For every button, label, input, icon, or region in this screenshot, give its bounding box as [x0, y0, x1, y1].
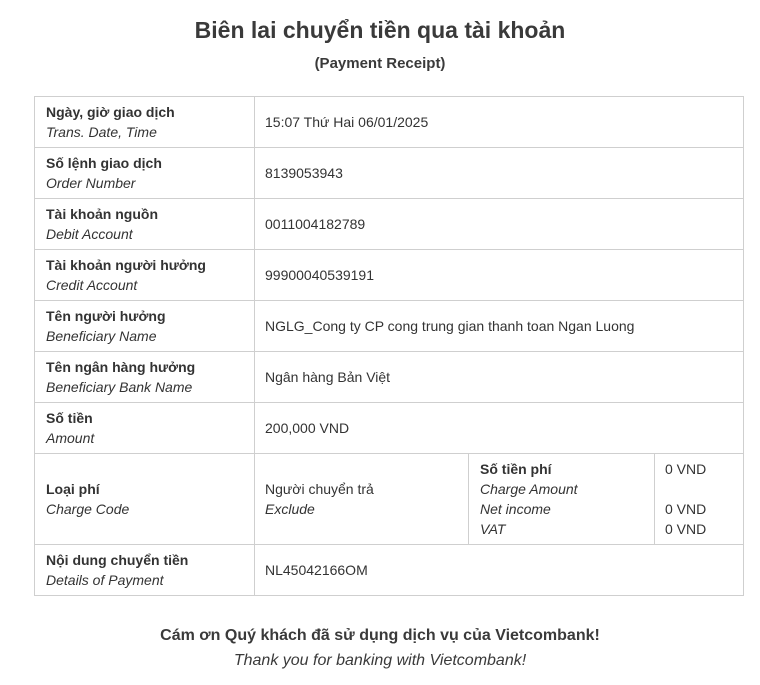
net-income-value: 0 VND	[665, 501, 707, 517]
row-value	[255, 545, 744, 596]
transaction-datetime: 15:07 Thứ Hai 06/01/2025	[265, 114, 429, 130]
receipt-title: Biên lai chuyển tiền qua tài khoản	[194, 17, 566, 43]
charge-amount-value: 0 VND	[665, 461, 707, 477]
row-label	[35, 250, 255, 301]
amount: 200,000 VND	[265, 420, 350, 436]
row-value	[255, 199, 744, 250]
row-value	[255, 352, 744, 403]
label-vi: Nội dung chuyển tiền	[46, 552, 189, 568]
row-label	[35, 352, 255, 403]
table-row	[35, 301, 744, 352]
credit-account: 99900040539191	[265, 267, 375, 283]
receipt-table	[34, 96, 744, 596]
table-row	[35, 199, 744, 250]
label-vi: Loại phí	[46, 481, 100, 497]
label-vi: Tên người hưởng	[46, 308, 166, 324]
label-en: Beneficiary Name	[46, 328, 157, 344]
row-label	[35, 97, 255, 148]
table-row	[35, 545, 744, 596]
net-income-label: Net income	[480, 501, 551, 517]
order-number: 8139053943	[265, 165, 343, 181]
row-value	[255, 250, 744, 301]
label-vi: Tài khoản người hưởng	[46, 257, 206, 273]
label-vi: Tài khoản nguồn	[46, 206, 158, 222]
row-label	[35, 199, 255, 250]
fee-payer-vi: Người chuyển trả	[265, 481, 374, 497]
table-row	[35, 97, 744, 148]
thanks-message-en: Thank you for banking with Vietcombank!	[233, 652, 527, 669]
receipt-subtitle: (Payment Receipt)	[314, 55, 446, 72]
fee-values	[655, 454, 743, 544]
vat-label: VAT	[480, 521, 506, 537]
row-value	[255, 301, 744, 352]
label-vi: Số lệnh giao dịch	[46, 155, 162, 171]
fee-amount-label-vi: Số tiền phí	[480, 461, 552, 477]
label-en: Debit Account	[46, 226, 133, 242]
label-en: Credit Account	[46, 277, 138, 293]
label-vi: Số tiền	[46, 410, 93, 426]
fee-labels	[469, 454, 655, 544]
table-row-fee	[35, 454, 744, 545]
fee-payer-en: Exclude	[265, 501, 315, 517]
label-en: Details of Payment	[46, 572, 164, 588]
row-value	[255, 148, 744, 199]
beneficiary-bank-name: Ngân hàng Bản Việt	[265, 369, 391, 385]
label-vi: Tên ngân hàng hưởng	[46, 359, 196, 375]
fee-cell	[255, 454, 744, 545]
fee-spacer	[665, 479, 743, 499]
row-label	[35, 454, 255, 545]
row-value	[255, 97, 744, 148]
table-row	[35, 403, 744, 454]
beneficiary-name: NGLG_Cong ty CP cong trung gian thanh toan Ngan Luong	[265, 318, 635, 334]
label-en: Trans. Date, Time	[46, 124, 157, 140]
thanks-message-vi: Cám ơn Quý khách đã sử dụng dịch vụ của Vietcombank!	[160, 627, 600, 644]
row-label	[35, 403, 255, 454]
label-en: Amount	[46, 430, 95, 446]
table-row	[35, 352, 744, 403]
label-en: Charge Code	[46, 501, 130, 517]
table-row	[35, 250, 744, 301]
vat-value: 0 VND	[665, 521, 707, 537]
row-label	[35, 545, 255, 596]
label-vi: Ngày, giờ giao dịch	[46, 104, 175, 120]
row-label	[35, 148, 255, 199]
fee-amount-label-en: Charge Amount	[480, 481, 578, 497]
row-value	[255, 403, 744, 454]
row-label	[35, 301, 255, 352]
fee-grid	[255, 454, 743, 544]
table-row	[35, 148, 744, 199]
fee-payer	[255, 454, 469, 544]
label-en: Beneficiary Bank Name	[46, 379, 193, 395]
payment-details: NL45042166OM	[265, 562, 368, 578]
debit-account: 0011004182789	[265, 216, 366, 232]
label-en: Order Number	[46, 175, 136, 191]
